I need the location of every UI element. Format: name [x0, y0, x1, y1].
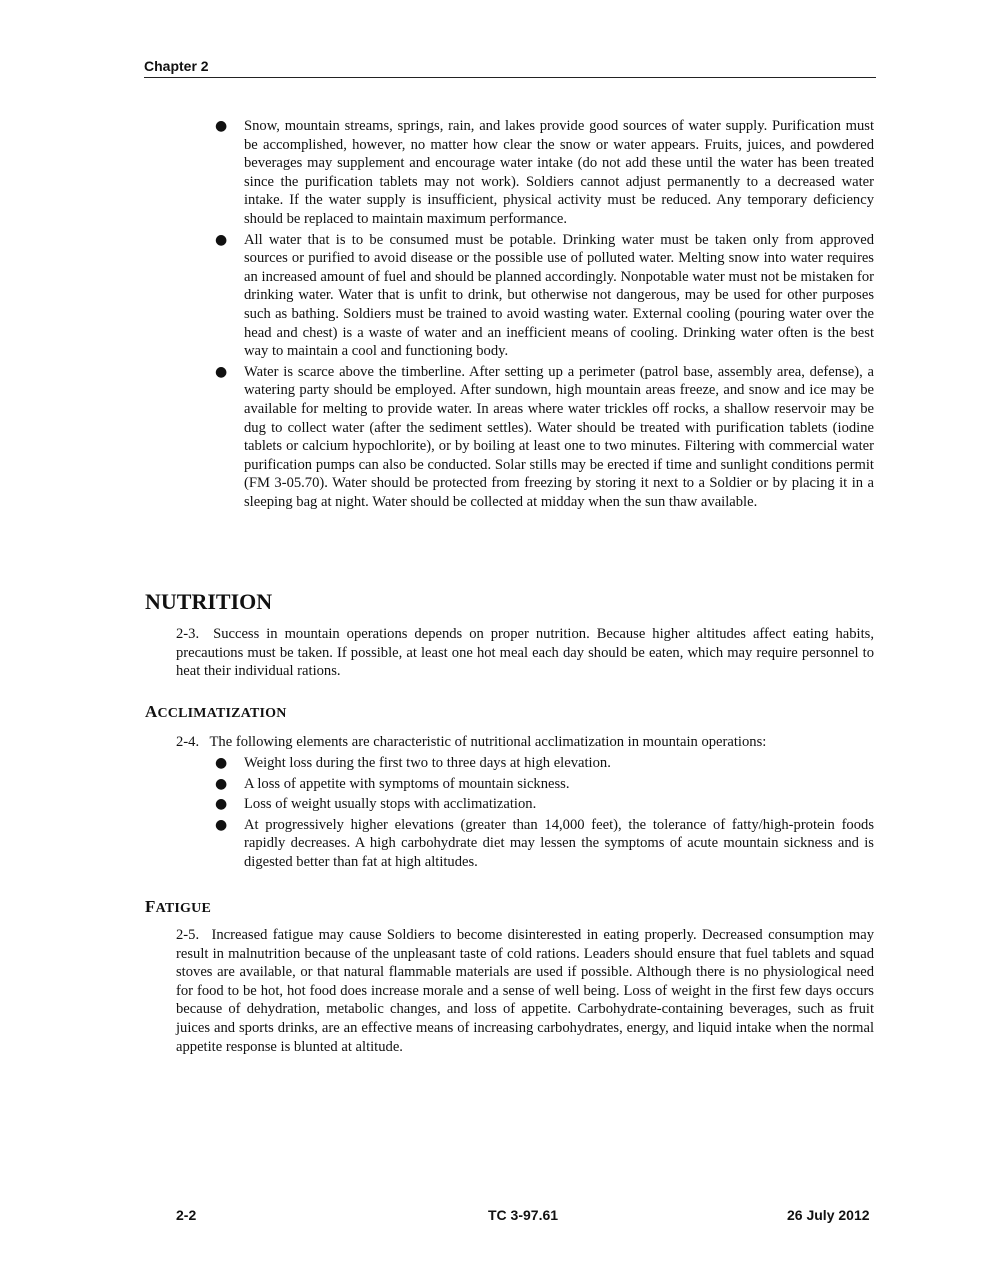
list-item — [210, 117, 874, 229]
paragraph-text: Increased fatigue may cause Soldiers to become disinterested in eating properly. Decreased consumption may result in malnutrition because of the unpleasant taste of cold rations. Leaders should ensure that fuel tablets and squad stoves are available, or that natural flammable materials are used if possible. Although there is no physiological need for food to be hot, hot food does increase morale and a sense of well being. Loss of weight in the first few days occurs because of dehydration, metabolic changes, and loss of appetite. Carbohydrate-containing beverages, such as fruit juices and sports drinks, are an effective means of increasing carbohydrates, energy, and liquid intake when the normal appetite response is blunted at altitude. — [176, 927, 874, 1055]
list-item — [210, 795, 874, 814]
bullet-icon: ● — [215, 363, 228, 380]
bullet-icon: ● — [215, 118, 228, 134]
chapter-header: Chapter 2 — [144, 58, 209, 74]
bullet-text: Loss of weight usually stops with acclimatization. — [244, 796, 537, 813]
paragraph-text: The following elements are characteristic of nutritional acclimatization in mountain operations: — [209, 734, 767, 750]
list-item — [210, 775, 874, 794]
paragraph-number: 2-3. — [176, 626, 200, 642]
footer-document-id: TC 3-97.61 — [488, 1207, 559, 1223]
subheading-acclimatization: ACCLIMATIZATION — [145, 702, 287, 721]
bullet-text: Weight loss during the first two to three days at high elevation. — [244, 755, 611, 771]
list-item — [210, 363, 874, 512]
paragraph-number: 2-4. — [176, 734, 200, 750]
section-heading-nutrition: NUTRITION — [145, 589, 273, 614]
list-item — [210, 754, 874, 773]
bullet-icon: ● — [215, 755, 228, 771]
subheading-fatigue: FATIGUE — [145, 897, 211, 916]
paragraph-text: Success in mountain operations depends on proper nutrition. Because higher altitudes affect eating habits, precautions must be taken. If possible, at least one hot meal each day should be eaten, which may require personnel to heat their individual rations. — [176, 626, 874, 680]
footer-date: 26 July 2012 — [787, 1207, 870, 1223]
paragraph-2-5 — [176, 926, 874, 1056]
bullet-text: All water that is to be consumed must be potable. Drinking water must be taken only from approved sources or purified to avoid disease or the possible use of polluted water. Melting snow into water requires an increased amount of fuel and should be planned accordingly. Nonpotable water must not be mistaken for drinking water. Water that is unfit to drink, but otherwise not dangerous, may be used for other purposes such as bathing. Soldiers must be trained to avoid wasting water. External cooling (pouring water over the head and chest) is a waste of water and an inefficient means of cooling. Drinking water often is the best way to maintain a cool and functioning body. — [244, 231, 874, 360]
bullet-text: Snow, mountain streams, springs, rain, and lakes provide good sources of water supply. Purification must be accomplished, however, no matter how clear the snow or water appears. Fruits, juices, and powdered beverages may supplement and encourage water intake (do not add these until the water has been treated since the purification tablets may not work). Soldiers cannot adjust permanently to a decreased water intake. If the water supply is insufficient, physical activity must be reduced. Any temporary deficiency should be replaced to maintain maximum performance. — [244, 118, 874, 227]
water-bullet-list — [210, 117, 874, 513]
bullet-icon: ● — [215, 816, 228, 833]
paragraph-2-4 — [176, 733, 874, 752]
bullet-icon: ● — [215, 796, 228, 813]
bullet-icon: ● — [215, 775, 228, 792]
bullet-text: A loss of appetite with symptoms of mountain sickness. — [244, 775, 570, 792]
paragraph-number: 2-5. — [176, 927, 200, 943]
bullet-text: At progressively higher elevations (greater than 14,000 feet), the tolerance of fatty/high-protein foods rapidly decreases. A high carbohydrate diet may lessen the symptoms of acute mountain sickness and is digested better than fat at high altitudes. — [244, 816, 874, 870]
footer-page-number: 2-2 — [176, 1207, 197, 1223]
bullet-text: Water is scarce above the timberline. After setting up a perimeter (patrol base, assembly area, defense), a watering party should be employed. After sundown, high mountain areas freeze, and snow and ice may be available for melting to provide water. In areas where water trickles off rocks, a shallow reservoir may be dug to collect water (after the sediment settles). Water should be treated with purification tablets (iodine tablets or calcium hypochlorite), or by boiling at least one to two minutes. Filtering with commercial water purification pumps can also be conducted. Solar stills may be erected if time and sunlight conditions permit (FM 3-05.70). Water should be protected from freezing by storing it next to a Soldier or by placing it in a sleeping bag at night. Water should be collected at midday when the sun thaw available. — [244, 363, 874, 510]
acclimatization-bullet-list — [210, 754, 874, 874]
list-item — [210, 231, 874, 361]
list-item — [210, 816, 874, 872]
paragraph-2-3 — [176, 625, 874, 681]
header-rule — [144, 77, 876, 78]
bullet-icon: ● — [215, 231, 228, 248]
